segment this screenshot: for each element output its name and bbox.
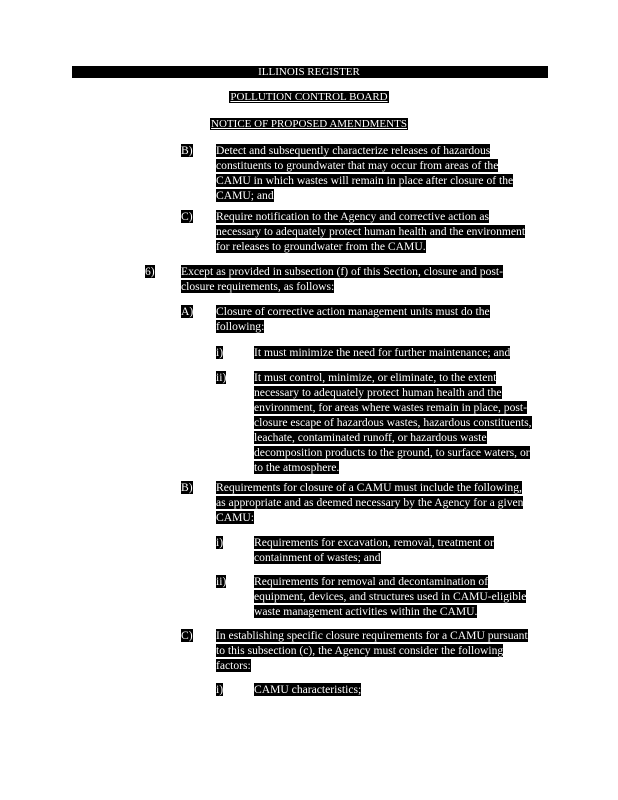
item-b-line — [216, 158, 513, 173]
item-6c-i-marker — [216, 682, 223, 697]
item-6a-i-marker-text: i) — [216, 346, 224, 359]
item-6a-line-1: Closure of corrective action management units must do the — [216, 305, 490, 318]
notice-heading-text: NOTICE OF PROPOSED AMENDMENTS — [211, 118, 407, 130]
item-6b-line — [216, 480, 523, 495]
item-c-marker-text: C) — [181, 210, 193, 223]
item-6b-i-text — [254, 535, 494, 565]
item-6b-line — [216, 510, 523, 525]
item-6b-line-1: Requirements for closure of a CAMU must include the following, — [216, 481, 522, 494]
item-b-line — [216, 188, 513, 203]
item-6-line — [181, 279, 503, 294]
item-6c-line — [216, 628, 528, 643]
register-title: ILLINOIS REGISTER — [258, 66, 360, 78]
item-b-line-3: CAMU in which wastes will remain in place after closure of the — [216, 174, 514, 187]
item-6a-ii-line — [254, 400, 532, 415]
item-6b-ii-line-2: equipment, devices, and structures used in CAMU-eligible — [254, 590, 527, 603]
item-b-text — [216, 143, 513, 203]
item-6a-ii-marker-text: ii) — [216, 371, 227, 384]
item-6c-i-line — [254, 682, 361, 697]
item-c-text — [216, 209, 525, 254]
item-6a-ii-line-7: to the atmosphere. — [254, 461, 340, 474]
item-6a-ii-line-6: decomposition products to the ground, to surface waters, or — [254, 446, 530, 459]
item-b-marker-text: B) — [181, 144, 193, 157]
item-6a-ii-line — [254, 370, 532, 385]
item-6a-ii-line-2: necessary to adequately protect human health and the — [254, 386, 502, 399]
item-6b-i-line — [254, 550, 494, 565]
item-6b-i-marker-text: i) — [216, 536, 224, 549]
item-6b-marker-text: B) — [181, 481, 193, 494]
item-c-line — [216, 239, 525, 254]
item-c-line — [216, 209, 525, 224]
item-b-line — [216, 143, 513, 158]
item-6a-ii-line — [254, 430, 532, 445]
item-c-line-2: necessary to adequately protect human health and the environment — [216, 225, 526, 238]
item-6-line-2: closure requirements, as follows: — [181, 280, 335, 293]
item-6b-i-line-1: Requirements for excavation, removal, treatment or — [254, 536, 494, 549]
item-6c-i-text — [254, 682, 361, 697]
item-6b-marker — [181, 480, 193, 495]
item-6-line-1: Except as provided in subsection (f) of this Section, closure and post- — [181, 265, 503, 278]
item-6c-i-line-1: CAMU characteristics; — [254, 683, 362, 696]
board-heading-text: POLLUTION CONTROL BOARD — [230, 91, 388, 103]
item-6c-line-3: factors: — [216, 659, 251, 672]
item-6b-ii-line — [254, 604, 526, 619]
item-6-line — [181, 264, 503, 279]
item-6b-i-line — [254, 535, 494, 550]
item-6b-ii-text — [254, 574, 526, 619]
item-c-line-3: for releases to groundwater from the CAMU. — [216, 240, 426, 253]
board-heading — [0, 90, 618, 104]
item-6a-line — [216, 304, 490, 319]
item-6a-i-line — [254, 345, 510, 360]
item-6a-ii-line — [254, 415, 532, 430]
item-b-marker — [181, 143, 193, 158]
item-6-marker-text: 6) — [145, 265, 155, 278]
item-6c-line-2: to this subsection (c), the Agency must consider the following — [216, 644, 504, 657]
item-6-text — [181, 264, 503, 294]
item-6a-ii-line — [254, 445, 532, 460]
item-b-line-4: CAMU; and — [216, 189, 274, 202]
item-6a-marker — [181, 304, 193, 319]
item-6b-i-marker — [216, 535, 223, 550]
item-6a-ii-line-1: It must control, minimize, or eliminate, to the extent — [254, 371, 497, 384]
item-6a-ii-line-5: leachate, contaminated runoff, or hazardous waste — [254, 431, 487, 444]
item-6c-marker — [181, 628, 193, 643]
item-6c-i-marker-text: i) — [216, 683, 224, 696]
item-6c-line — [216, 643, 528, 658]
item-6b-ii-marker — [216, 574, 226, 589]
item-6a-text — [216, 304, 490, 334]
item-6b-ii-line-1: Requirements for removal and decontamination of — [254, 575, 489, 588]
item-6a-i-line-1: It must minimize the need for further maintenance; and — [254, 346, 511, 359]
item-6a-ii-line-3: environment, for areas where wastes remain in place, post- — [254, 401, 527, 414]
item-6b-line-3: CAMU: — [216, 511, 255, 524]
item-6a-ii-text — [254, 370, 532, 475]
item-6b-ii-line — [254, 589, 526, 604]
item-6a-ii-marker — [216, 370, 226, 385]
item-6c-marker-text: C) — [181, 629, 193, 642]
item-6a-i-marker — [216, 345, 223, 360]
item-6c-line-1: In establishing specific closure requirements for a CAMU pursuant — [216, 629, 528, 642]
item-b-line-1: Detect and subsequently characterize releases of hazardous — [216, 144, 491, 157]
item-c-marker — [181, 209, 193, 224]
item-6a-ii-line-4: closure escape of hazardous wastes, hazardous constituents, — [254, 416, 532, 429]
item-6b-line-2: as appropriate and as deemed necessary by the Agency for a given — [216, 496, 524, 509]
item-6b-i-line-2: containment of wastes; and — [254, 551, 381, 564]
item-6b-ii-marker-text: ii) — [216, 575, 227, 588]
item-6c-line — [216, 658, 528, 673]
item-6b-ii-line-3: waste management activities within the CAMU. — [254, 605, 478, 618]
item-6a-marker-text: A) — [181, 305, 194, 318]
item-6a-line — [216, 319, 490, 334]
item-c-line-1: Require notification to the Agency and corrective action as — [216, 210, 489, 223]
item-6a-ii-line — [254, 460, 532, 475]
item-b-line-2: constituents to groundwater that may occur from areas of the — [216, 159, 499, 172]
notice-heading — [0, 117, 618, 131]
item-6-marker — [145, 264, 155, 279]
item-6b-line — [216, 495, 523, 510]
item-6a-ii-line — [254, 385, 532, 400]
item-6a-i-text — [254, 345, 510, 360]
item-6c-text — [216, 628, 528, 673]
item-6a-line-2: following: — [216, 320, 265, 333]
item-6b-ii-line — [254, 574, 526, 589]
item-c-line — [216, 224, 525, 239]
item-b-line — [216, 173, 513, 188]
item-6b-text — [216, 480, 523, 525]
